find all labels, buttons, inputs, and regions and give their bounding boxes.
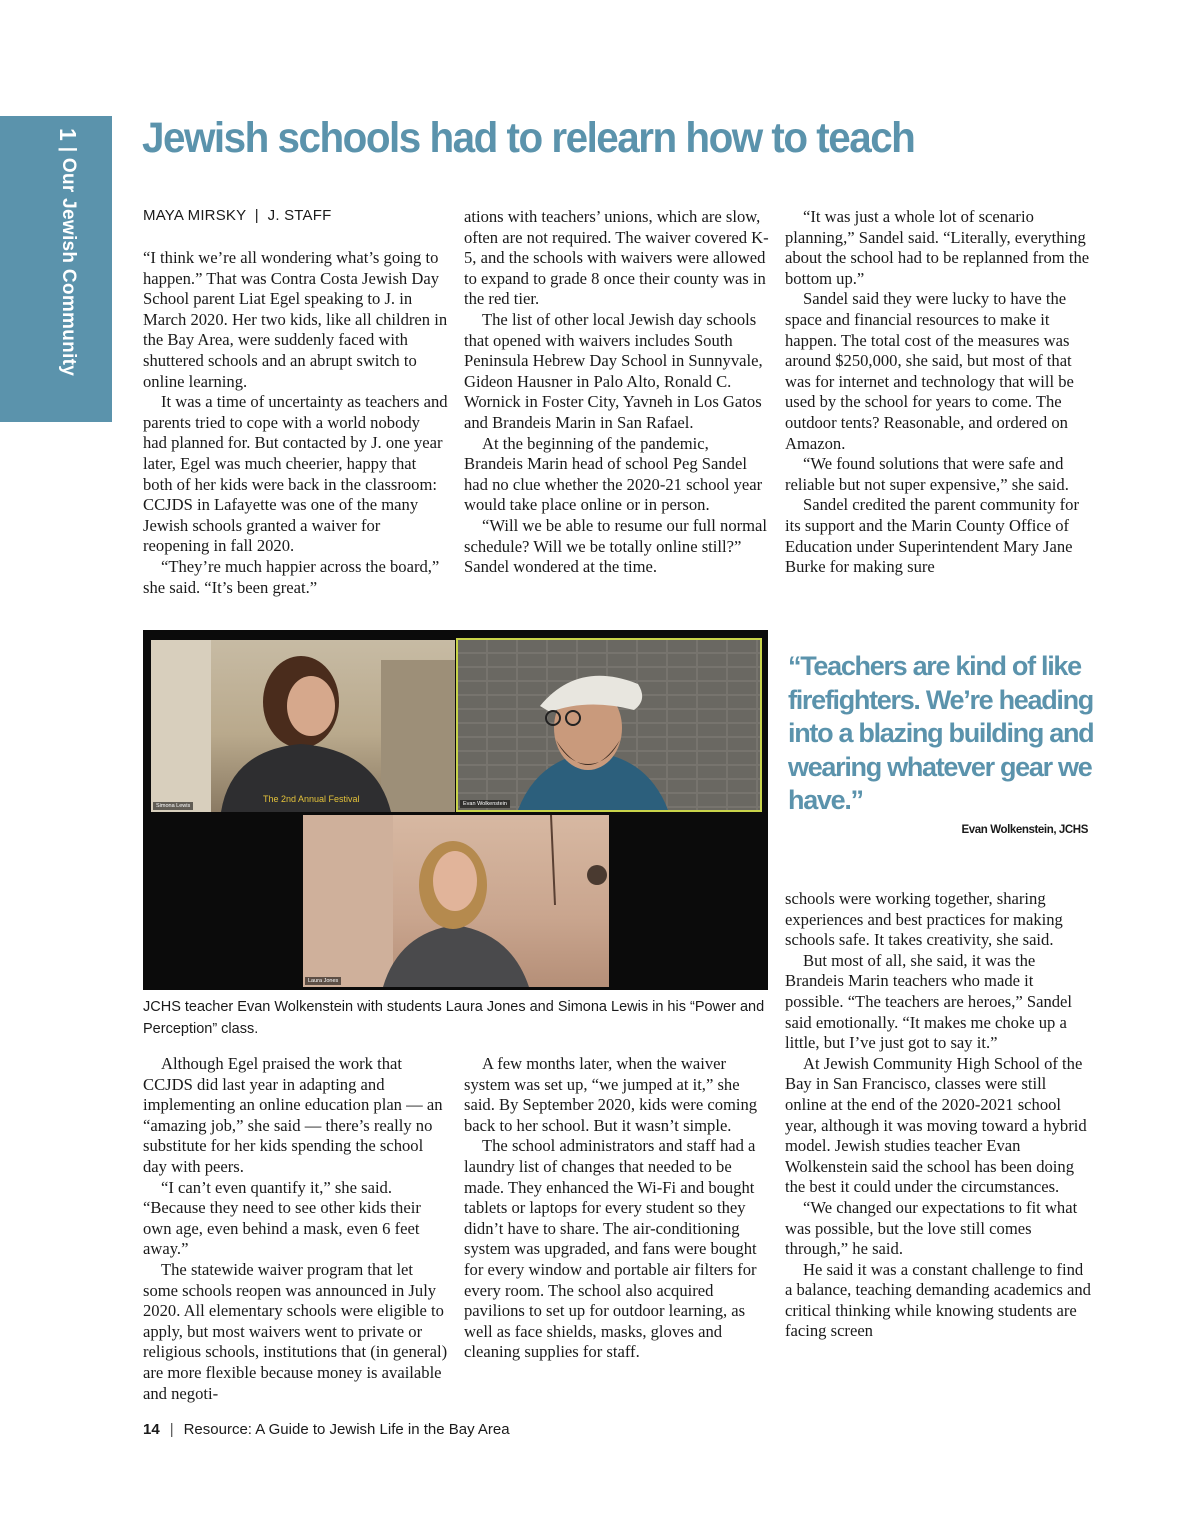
column-1-top <box>143 248 448 598</box>
pull-quote-attribution: Evan Wolkenstein, JCHS <box>961 824 1088 836</box>
paragraph: At Jewish Community High School of the Bay in San Francisco, classes were still online at the end of the 2020-2021 school year, although it was moving toward a hybrid model. Jewish studies teacher Evan Wolkenstein said the school has been doing the best it could under the circumstances. <box>785 1053 1087 1197</box>
participant-name: Laura Jones <box>305 977 341 985</box>
section-tab-label <box>56 128 80 376</box>
video-tile-simona <box>151 640 455 812</box>
column-2-bottom <box>464 1054 770 1363</box>
photo-caption: JCHS teacher Evan Wolkenstein with students Laura Jones and Simona Lewis in his “Power and Perception” class. <box>143 999 765 1037</box>
student-portrait-illustration <box>151 640 455 812</box>
video-tile-laura <box>303 815 609 987</box>
paragraph: “I think we’re all wondering what’s going to happen.” That was Contra Costa Jewish Day School parent Liat Egel speaking to J. in March 2020. Her two kids, like all children in the Bay Area, were suddenly faced with shuttered schools and an abrupt switch to online learning. <box>143 248 448 391</box>
paragraph: Sandel credited the parent community for its support and the Marin County Office of Education under Superintendent Mary Jane Burke for making sure <box>785 495 1080 577</box>
footer-separator: | <box>169 1421 174 1438</box>
participant-name: Evan Wolkenstein <box>460 800 510 808</box>
paragraph: “I can’t even quantify it,” she said. “Because they need to see other kids their own age, even behind a mask, even 6 feet away.” <box>143 1177 421 1259</box>
paragraph: A few months later, when the waiver system was set up, “we jumped at it,” she said. By September 2020, kids were coming back to her school. But it wasn’t simple. <box>464 1054 758 1135</box>
section-separator: | <box>58 146 79 153</box>
paragraph: “We changed our expectations to fit what was possible, but the love still comes through,” he said. <box>785 1197 1078 1259</box>
column-1-bottom <box>143 1054 448 1404</box>
paragraph: Although Egel praised the work that CCJDS did last year in adapting and implementing an online education plan — an “amazing job,” she said — there’s really no substitute for her kids spending the school day with peers. <box>143 1054 443 1176</box>
student-portrait-illustration <box>303 815 609 987</box>
paragraph: The list of other local Jewish day schools that opened with waivers includes South Peninsula Hebrew Day School in Sunnyvale, Gideon Hausner in Palo Alto, Ronald C. Wornick in Foster City, Yavneh in Los Gatos and Brandeis Marin in San Rafael. <box>464 309 763 432</box>
video-call-photo <box>143 630 768 990</box>
paragraph: Sandel said they were lucky to have the space and financial resources to make it happen. The total cost of the measures was around $250,000, she said, but most of that was for internet and technology that will be used by the school for years to come. The outdoor tents? Reasonable, and ordered on Amazon. <box>785 289 1074 453</box>
article-headline: Jewish schools had to relearn how to teach <box>142 114 915 162</box>
pull-quote: “Teachers are kind of like firefighters. We’re heading into a blazing building and wearing whatever gear we have.” <box>788 651 1094 816</box>
paragraph: The school administrators and staff had a laundry list of changes that needed to be made. They enhanced the Wi-Fi and bought tablets or laptops for every student so they didn’t have to share. The air-conditioning system was upgraded, and fans were bought for every window and portable air filters for every room. The school also acquired pavilions to set up for outdoor learning, as well as face shields, masks, gloves and cleaning supplies for staff. <box>464 1136 757 1362</box>
paragraph: “Will we be able to resume our full normal schedule? Will we be totally online still?” Sandel wondered at the time. <box>464 515 768 577</box>
publication-name: Resource: A Guide to Jewish Life in the Bay Area <box>183 1421 510 1438</box>
column-3-top <box>785 207 1091 578</box>
page-number: 14 <box>143 1421 160 1438</box>
section-number: 1 <box>55 128 81 142</box>
section-tab <box>0 116 112 422</box>
paragraph: schools were working together, sharing experiences and best practices for making schools safe. It takes creativity, she said. <box>785 889 1063 950</box>
shirt-text: The 2nd Annual Festival <box>263 794 360 804</box>
paragraph: It was a time of uncertainty as teachers and parents tried to cope with a world nobody had planned for. But contacted by J. one year later, Egel was much cheerier, happy that both of her kids were back in the classroom: CCJDS in Lafayette was one of the many Jewish schools granted a waiver for reopening in fall 2020. <box>143 392 448 556</box>
teacher-portrait-illustration <box>458 640 760 810</box>
video-tile-evan <box>456 638 762 812</box>
paragraph: “It was just a whole lot of scenario planning,” Sandel said. “Literally, everything about the school had to be replanned from the bottom up.” <box>785 207 1090 288</box>
paragraph: “We found solutions that were safe and reliable but not super expensive,” she said. <box>785 454 1069 494</box>
column-3-bottom <box>785 889 1091 1342</box>
participant-name: Simona Lewis <box>153 802 193 810</box>
paragraph: He said it was a constant challenge to find a balance, teaching demanding academics and critical thinking while knowing students are facing screen <box>785 1259 1091 1341</box>
paragraph: At the beginning of the pandemic, Brandeis Marin head of school Peg Sandel had no clue whether the 2020-21 school year would take place online or in person. <box>464 433 763 515</box>
paragraph: But most of all, she said, it was the Brandeis Marin teachers who made it possible. “The teachers are heroes,” Sandel said emotionally. “It makes me choke up a little, but I’ve just got to say it.” <box>785 950 1073 1053</box>
page-footer <box>143 1421 510 1438</box>
column-2-top <box>464 207 770 578</box>
byline: MAYA MIRSKY | J. STAFF <box>143 207 332 224</box>
paragraph: “They’re much happier across the board,” she said. “It’s been great.” <box>143 556 440 597</box>
section-name: Our Jewish Community <box>58 157 79 377</box>
paragraph: ations with teachers’ unions, which are slow, often are not required. The waiver covered K-5, and the schools with waivers were allowed to expand to grade 8 once their county was in the red tier. <box>464 207 769 309</box>
paragraph: The statewide waiver program that let some schools reopen was announced in July 2020. All elementary schools were eligible to apply, but most waivers went to private or religious schools, institutions that (in general) are more flexible because money is available and negoti- <box>143 1259 448 1403</box>
